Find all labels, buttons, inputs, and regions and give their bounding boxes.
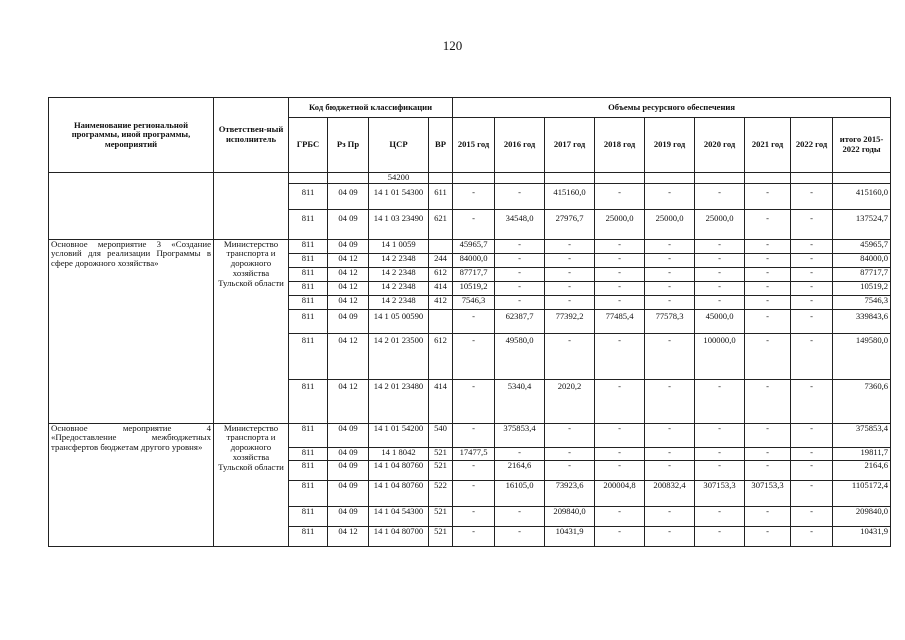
year-value-cell: - [453,209,495,239]
vr-cell: 522 [429,480,453,506]
year-value-cell [595,173,645,184]
year-value-cell: 25000,0 [645,209,695,239]
year-value-cell: 27976,7 [545,209,595,239]
year-value-cell: 200004,8 [595,480,645,506]
year-value-cell: 34548,0 [495,209,545,239]
year-value-cell [745,173,791,184]
header-year: 2018 год [595,118,645,173]
year-value-cell: - [791,295,833,309]
year-value-cell: 25000,0 [595,209,645,239]
page-number: 120 [442,38,463,53]
grbs-cell: 811 [289,526,328,546]
grbs-cell: 811 [289,460,328,480]
csr-cell: 14 2 2348 [369,253,429,267]
year-value-cell: - [495,253,545,267]
year-value-cell: 100000,0 [695,333,745,379]
vr-cell: 414 [429,379,453,423]
year-value-cell: - [453,309,495,333]
year-value-cell: - [791,183,833,209]
year-value-cell: - [595,460,645,480]
year-value-cell: - [453,526,495,546]
csr-cell: 14 1 04 80760 [369,480,429,506]
csr-cell: 54200 [369,173,429,184]
csr-cell: 14 1 03 23490 [369,209,429,239]
year-value-cell: 7546,3 [453,295,495,309]
year-value-cell: 45965,7 [453,239,495,253]
year-value-cell: - [695,253,745,267]
header-total: итого 2015-2022 годы [833,118,891,173]
vr-cell: 612 [429,267,453,281]
total-cell: 209840,0 [833,506,891,526]
year-value-cell: 307153,3 [695,480,745,506]
total-cell: 7360,6 [833,379,891,423]
rzpr-cell: 04 09 [328,423,369,447]
year-value-cell: - [595,447,645,460]
grbs-cell: 811 [289,333,328,379]
year-value-cell: - [745,309,791,333]
year-value-cell: - [645,460,695,480]
vr-cell [429,309,453,333]
header-grbs: ГРБС [289,118,328,173]
csr-cell: 14 1 04 54300 [369,506,429,526]
header-name: Наименование региональной программы, иной программы, мероприятий [49,98,214,173]
year-value-cell: - [545,281,595,295]
year-value-cell: - [545,253,595,267]
year-value-cell: - [791,506,833,526]
year-value-cell: - [791,333,833,379]
year-value-cell: 73923,6 [545,480,595,506]
grbs-cell: 811 [289,423,328,447]
header-executor: Ответствен-ный исполнитель [214,98,289,173]
total-cell: 45965,7 [833,239,891,253]
year-value-cell: 49580,0 [495,333,545,379]
total-cell: 2164,6 [833,460,891,480]
year-value-cell: - [745,333,791,379]
csr-cell: 14 1 05 00590 [369,309,429,333]
total-cell: 10431,9 [833,526,891,546]
year-value-cell: - [495,295,545,309]
vr-cell: 414 [429,281,453,295]
year-value-cell: - [453,460,495,480]
year-value-cell [791,173,833,184]
year-value-cell: - [791,480,833,506]
year-value-cell [695,173,745,184]
year-value-cell: - [791,281,833,295]
vr-cell: 521 [429,506,453,526]
year-value-cell: - [791,253,833,267]
header-year: 2020 год [695,118,745,173]
year-value-cell: - [745,239,791,253]
event-name [49,173,214,240]
grbs-cell: 811 [289,239,328,253]
csr-cell: 14 2 2348 [369,281,429,295]
year-value-cell: - [595,506,645,526]
total-cell: 137524,7 [833,209,891,239]
year-value-cell: - [695,526,745,546]
csr-cell: 14 2 2348 [369,267,429,281]
grbs-cell: 811 [289,183,328,209]
rzpr-cell: 04 09 [328,506,369,526]
vr-cell [429,239,453,253]
year-value-cell: - [695,379,745,423]
year-value-cell: - [645,447,695,460]
year-value-cell: - [745,183,791,209]
year-value-cell: - [645,253,695,267]
year-value-cell: - [745,460,791,480]
executor: Министерство транспорта и дорожного хозяйства Тульской области [214,239,289,423]
header-year: 2019 год [645,118,695,173]
year-value-cell: - [453,183,495,209]
year-value-cell: - [595,183,645,209]
vr-cell: 611 [429,183,453,209]
header-budget-code: Код бюджетной классификации [289,98,453,118]
total-cell: 87717,7 [833,267,891,281]
year-value-cell: 16105,0 [495,480,545,506]
csr-cell: 14 1 04 80760 [369,460,429,480]
year-value-cell: - [545,423,595,447]
year-value-cell [495,173,545,184]
rzpr-cell: 04 12 [328,333,369,379]
rzpr-cell: 04 09 [328,460,369,480]
year-value-cell: - [791,239,833,253]
vr-cell: 244 [429,253,453,267]
year-value-cell: - [645,281,695,295]
year-value-cell: - [495,526,545,546]
grbs-cell: 811 [289,480,328,506]
rzpr-cell: 04 09 [328,480,369,506]
csr-cell: 14 1 01 54300 [369,183,429,209]
rzpr-cell: 04 09 [328,183,369,209]
year-value-cell: 200832,4 [645,480,695,506]
year-value-cell: - [791,209,833,239]
rzpr-cell: 04 12 [328,379,369,423]
year-value-cell: - [745,253,791,267]
year-value-cell: - [545,447,595,460]
grbs-cell: 811 [289,309,328,333]
header-year: 2016 год [495,118,545,173]
year-value-cell: - [745,447,791,460]
year-value-cell: - [645,333,695,379]
table-row [49,239,891,253]
year-value-cell: - [495,447,545,460]
header-rzpr: Рз Пр [328,118,369,173]
event-name: Основное мероприятие 3 «Создание условий для реализации Программы в сфере дорожного хозяйства» [49,239,214,423]
year-value-cell: - [645,526,695,546]
year-value-cell: 77485,4 [595,309,645,333]
rzpr-cell: 04 12 [328,281,369,295]
year-value-cell: 209840,0 [545,506,595,526]
year-value-cell: - [791,423,833,447]
rzpr-cell [328,173,369,184]
year-value-cell: - [791,267,833,281]
year-value-cell: - [595,423,645,447]
year-value-cell: - [495,506,545,526]
year-value-cell: - [495,267,545,281]
rzpr-cell: 04 12 [328,267,369,281]
year-value-cell: 17477,5 [453,447,495,460]
year-value-cell: - [645,506,695,526]
year-value-cell: - [745,267,791,281]
year-value-cell: 375853,4 [495,423,545,447]
year-value-cell: - [595,267,645,281]
year-value-cell: 87717,7 [453,267,495,281]
csr-cell: 14 1 04 80700 [369,526,429,546]
year-value-cell: - [645,423,695,447]
year-value-cell: - [695,506,745,526]
year-value-cell: 10431,9 [545,526,595,546]
rzpr-cell: 04 12 [328,526,369,546]
year-value-cell: - [695,281,745,295]
header-year: 2022 год [791,118,833,173]
rzpr-cell: 04 09 [328,309,369,333]
grbs-cell: 811 [289,506,328,526]
year-value-cell: 2020,2 [545,379,595,423]
header-year: 2021 год [745,118,791,173]
year-value-cell: - [495,183,545,209]
year-value-cell: - [695,423,745,447]
year-value-cell: 45000,0 [695,309,745,333]
grbs-cell: 811 [289,379,328,423]
year-value-cell: - [595,281,645,295]
year-value-cell: - [745,209,791,239]
grbs-cell [289,173,328,184]
table-row [49,173,891,184]
year-value-cell: - [695,295,745,309]
budget-table [48,97,891,547]
total-cell: 1105172,4 [833,480,891,506]
table-row [49,423,891,447]
year-value-cell: - [645,379,695,423]
year-value-cell: - [695,267,745,281]
year-value-cell: - [595,295,645,309]
year-value-cell [645,173,695,184]
rzpr-cell: 04 09 [328,209,369,239]
year-value-cell: - [695,447,745,460]
total-cell: 84000,0 [833,253,891,267]
year-value-cell: - [745,379,791,423]
grbs-cell: 811 [289,267,328,281]
header-vr: ВР [429,118,453,173]
csr-cell: 14 2 01 23480 [369,379,429,423]
vr-cell: 521 [429,526,453,546]
year-value-cell: - [745,423,791,447]
year-value-cell: - [453,423,495,447]
vr-cell: 521 [429,447,453,460]
year-value-cell: - [595,526,645,546]
total-cell: 339843,6 [833,309,891,333]
csr-cell: 14 2 01 23500 [369,333,429,379]
year-value-cell: 415160,0 [545,183,595,209]
year-value-cell: - [791,379,833,423]
total-cell: 7546,3 [833,295,891,309]
year-value-cell: 62387,7 [495,309,545,333]
vr-cell: 521 [429,460,453,480]
year-value-cell: - [545,239,595,253]
year-value-cell: 84000,0 [453,253,495,267]
rzpr-cell: 04 09 [328,447,369,460]
vr-cell: 412 [429,295,453,309]
year-value-cell: - [495,281,545,295]
year-value-cell: - [453,506,495,526]
vr-cell: 621 [429,209,453,239]
csr-cell: 14 1 0059 [369,239,429,253]
year-value-cell: - [595,253,645,267]
year-value-cell: - [545,460,595,480]
year-value-cell: - [545,333,595,379]
csr-cell: 14 1 01 54200 [369,423,429,447]
year-value-cell: - [453,379,495,423]
year-value-cell: - [791,526,833,546]
header-year: 2015 год [453,118,495,173]
year-value-cell: - [695,239,745,253]
header-csr: ЦСР [369,118,429,173]
year-value-cell [545,173,595,184]
year-value-cell: 10519,2 [453,281,495,295]
year-value-cell: - [495,239,545,253]
year-value-cell: 77392,2 [545,309,595,333]
year-value-cell: - [695,460,745,480]
year-value-cell: - [645,183,695,209]
total-cell: 375853,4 [833,423,891,447]
grbs-cell: 811 [289,281,328,295]
vr-cell: 540 [429,423,453,447]
year-value-cell: - [545,267,595,281]
csr-cell: 14 1 8042 [369,447,429,460]
executor: Министерство транспорта и дорожного хозяйства Тульской области [214,423,289,546]
year-value-cell: - [791,460,833,480]
year-value-cell: - [595,239,645,253]
year-value-cell: 5340,4 [495,379,545,423]
year-value-cell: - [745,506,791,526]
year-value-cell: - [695,183,745,209]
year-value-cell: - [745,295,791,309]
year-value-cell: - [453,333,495,379]
year-value-cell: - [745,526,791,546]
header-year: 2017 год [545,118,595,173]
year-value-cell: - [645,239,695,253]
year-value-cell: - [791,447,833,460]
vr-cell: 612 [429,333,453,379]
year-value-cell: - [595,379,645,423]
year-value-cell: - [595,333,645,379]
total-cell: 415160,0 [833,183,891,209]
year-value-cell [453,173,495,184]
total-cell: 149580,0 [833,333,891,379]
executor [214,173,289,240]
rzpr-cell: 04 12 [328,295,369,309]
year-value-cell: - [745,281,791,295]
year-value-cell: 25000,0 [695,209,745,239]
grbs-cell: 811 [289,447,328,460]
year-value-cell: - [453,480,495,506]
year-value-cell: - [545,295,595,309]
total-cell [833,173,891,184]
year-value-cell: 307153,3 [745,480,791,506]
header-volumes: Объемы ресурсного обеспечения [453,98,891,118]
year-value-cell: 77578,3 [645,309,695,333]
vr-cell [429,173,453,184]
year-value-cell: - [791,309,833,333]
total-cell: 10519,2 [833,281,891,295]
year-value-cell: - [645,295,695,309]
rzpr-cell: 04 09 [328,239,369,253]
table-body [49,173,891,547]
year-value-cell: 2164,6 [495,460,545,480]
grbs-cell: 811 [289,253,328,267]
rzpr-cell: 04 12 [328,253,369,267]
grbs-cell: 811 [289,295,328,309]
grbs-cell: 811 [289,209,328,239]
year-value-cell: - [645,267,695,281]
csr-cell: 14 2 2348 [369,295,429,309]
total-cell: 19811,7 [833,447,891,460]
event-name: Основное мероприятие 4 «Предоставление межбюджетных трансфертов бюджетам другого уровня» [49,423,214,546]
